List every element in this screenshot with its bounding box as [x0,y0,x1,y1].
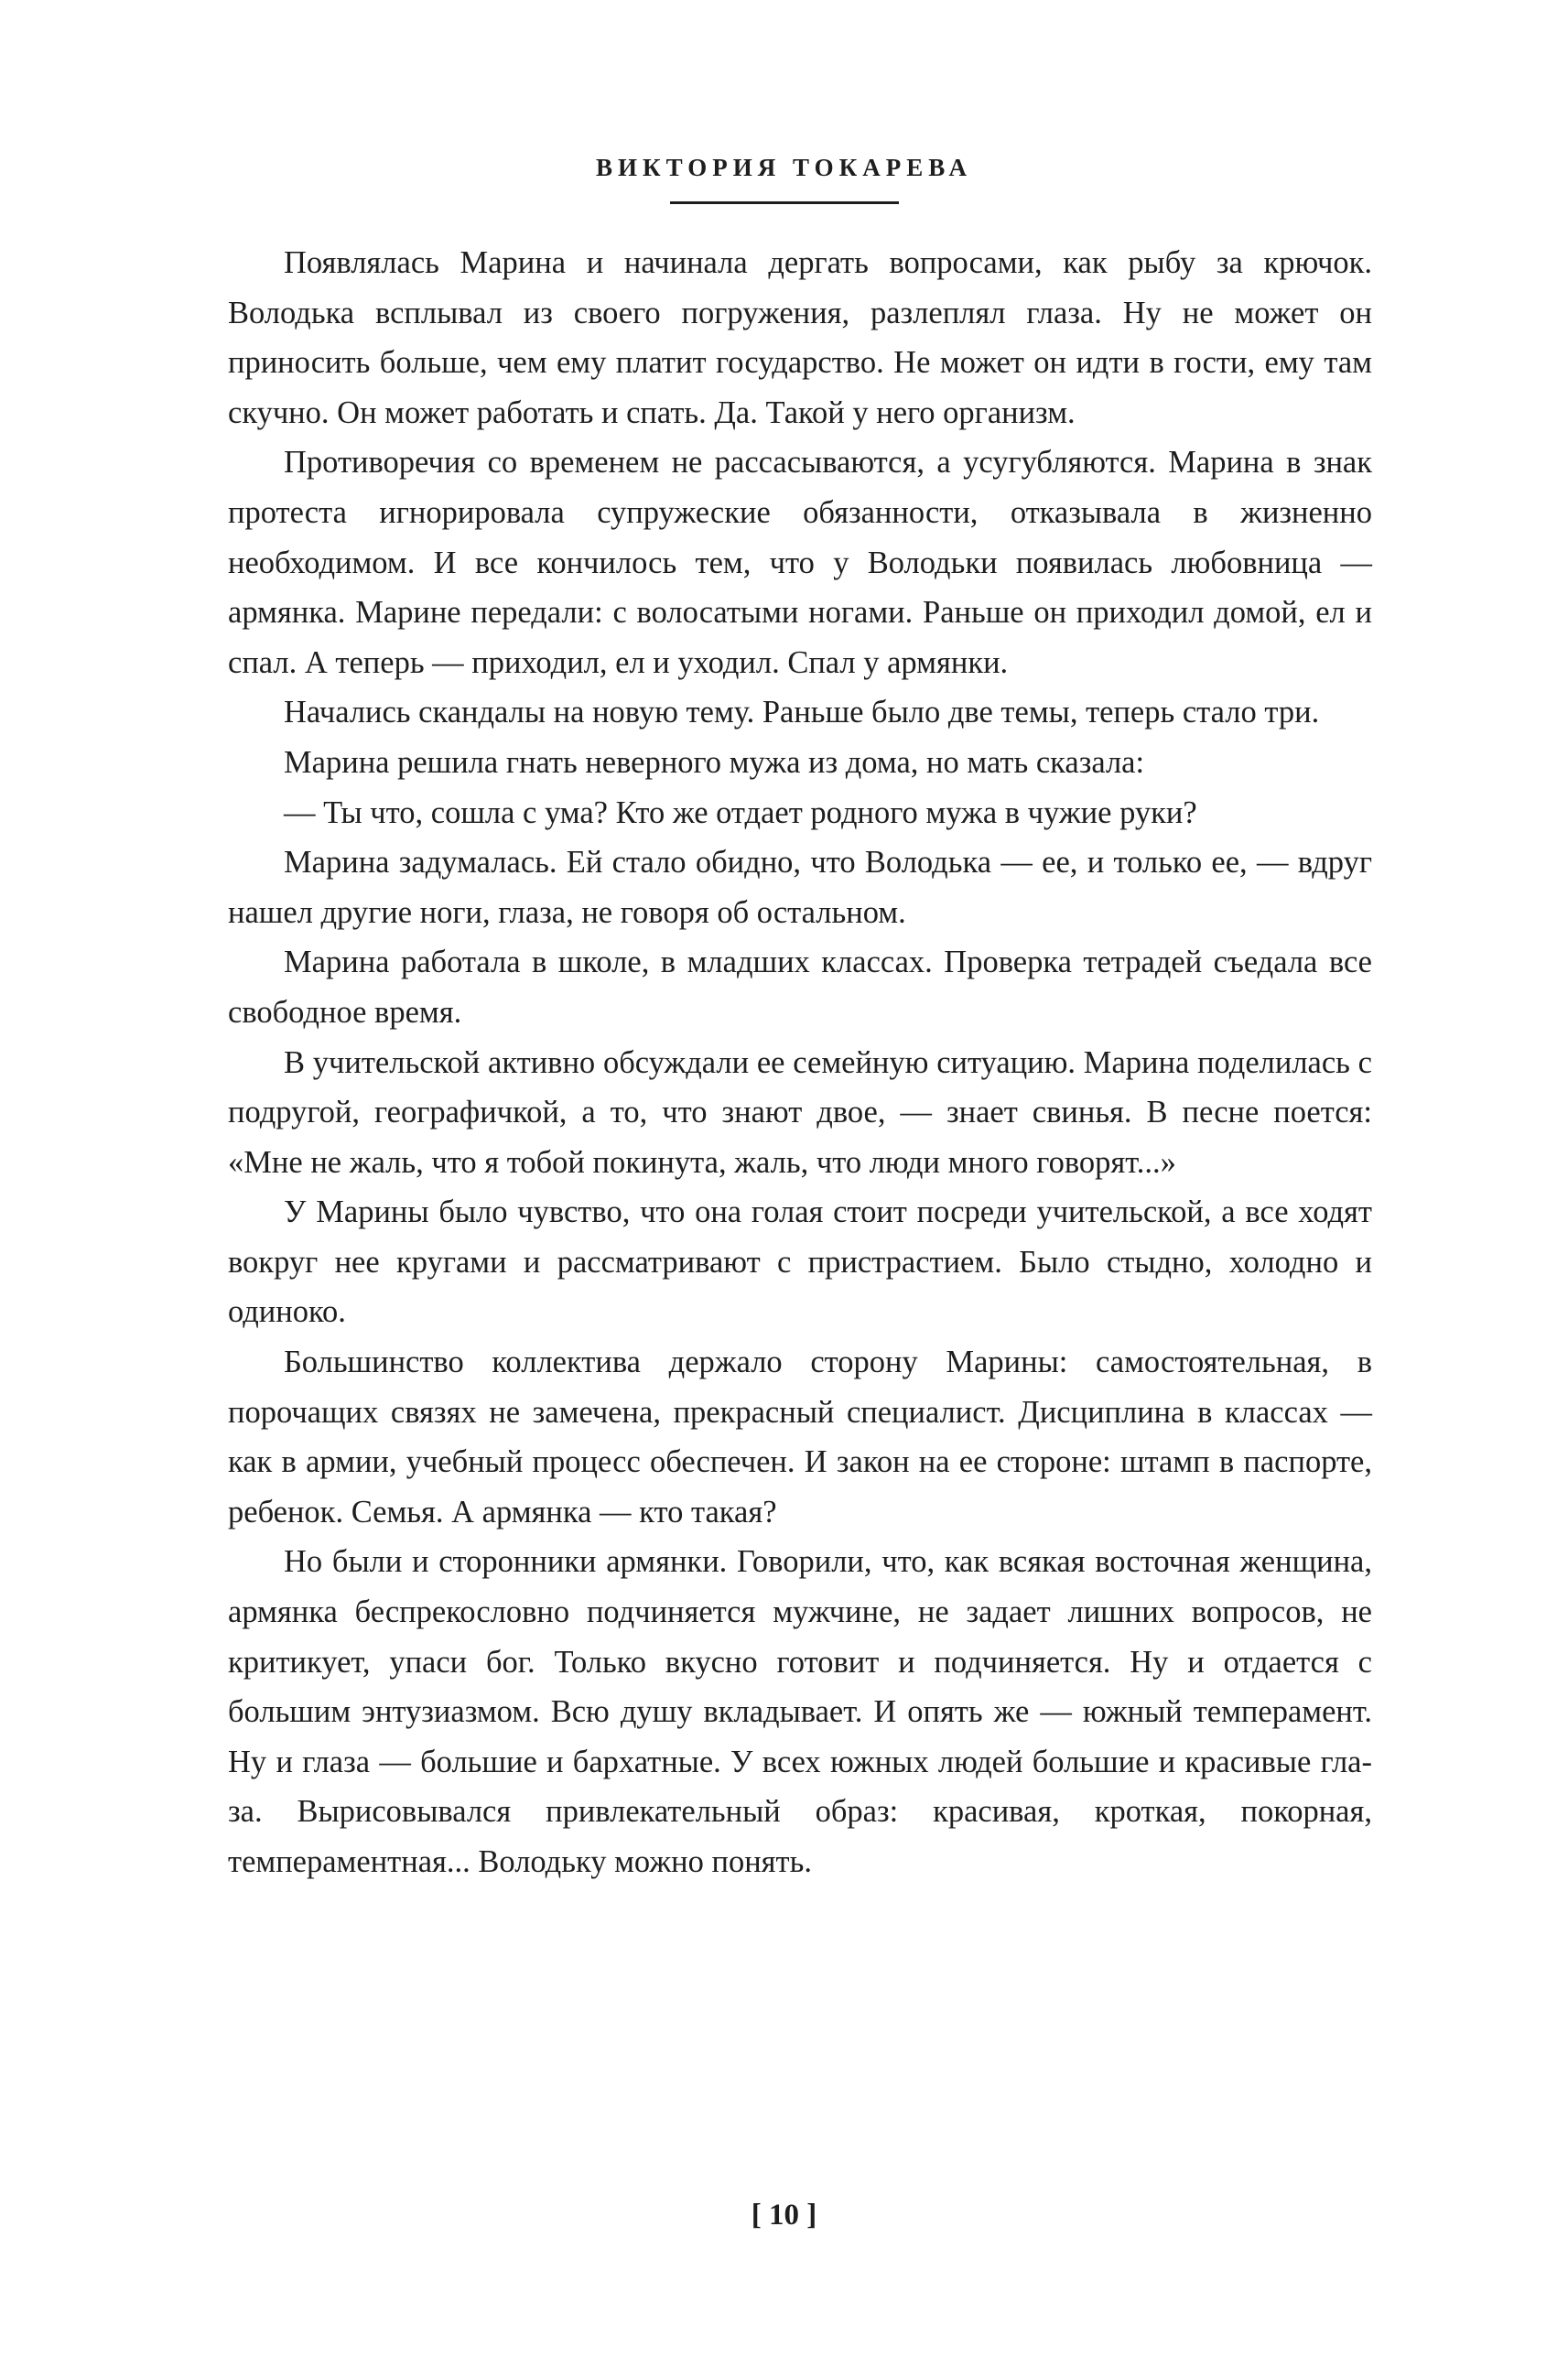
paragraph: В учительской активно обсуждали ее семейную ситуацию. Марина поделилась с подругой, географичкой, а то, что знают двое, — знает свинья. В песне поется: «Мне не жаль, что я тобой покинута, жаль, что люди много говорят...» [228,1044,1372,1180]
paragraph: Начались скандалы на новую тему. Раньше было две темы, теперь стало три. [284,695,1320,730]
paragraph: Большинство коллектива держало сторону Марины: самостоятельная, в порочащих связях не замечена, прекрасный специалист. Дисциплина в классах — как в армии, учебный процесс обеспечен. И закон на ее стороне: штамп в паспорте, ребенок. Семья. А армянка — кто такая? [228,1345,1372,1529]
paragraph: Марина работала в школе, в младших классах. Проверка тетрадей съедала все свободное время. [228,945,1372,1030]
header-rule [670,201,899,204]
page-number: [ 10 ] [751,2199,817,2232]
paragraph: У Марины было чувство, что она голая стоит посреди учительской, а все ходят вокруг нее кругами и рассматривают с пристрастием. Было стыдно, холодно и одиноко. [228,1194,1372,1330]
paragraph: — Ты что, сошла с ума? Кто же отдает родного мужа в чужие руки? [284,794,1197,830]
body-text [228,238,1372,1887]
paragraph: Но были и сторонники армянки. Говорили, что, как всякая восточная женщина, армянка беспрекословно подчиняется мужчине, не задает лишних вопросов, не критикует, упаси бог. Только вкусно готовит и подчиняется. Ну и отдается с большим энтузиазмом. Всю душу вкладывает. И опять же — южный темперамент. Ну и глаза — большие и бархатные. У всех южных людей большие и красивые глаза. Вырисовывался привлекательный образ: красивая, кроткая, покорная, темпераментная... Володьку можно понять. [228,1544,1372,1879]
paragraph: Марина решила гнать неверного мужа из дома, но мать сказала: [284,744,1145,780]
running-head-author: ВИКТОРИЯ ТОКАРЕВА [595,154,973,181]
paragraph: Противоречия со временем не рассасываются, а усугубляются. Марина в знак протеста игнорировала супружеские обязанности, отказывала в жизненно необходимом. И все кончилось тем, что у Володьки появилась любовница — армянка. Марине передали: с волосатыми ногами. Раньше он приходил домой, ел и спал. А теперь — приходил, ел и уходил. Спал у армянки. [228,445,1372,680]
paragraph: Марина задумалась. Ей стало обидно, что Володька — ее, и только ее, — вдруг нашел другие ноги, глаза, не говоря об остальном. [228,845,1372,930]
paragraph: Появлялась Марина и начинала дергать вопросами, как рыбу за крючок. Володька всплывал из своего погружения, разлеплял глаза. Ну не может он приносить больше, чем ему платит государство. Не может он идти в гости, ему там скучно. Он может работать и спать. Да. Такой у него организм. [228,245,1372,430]
